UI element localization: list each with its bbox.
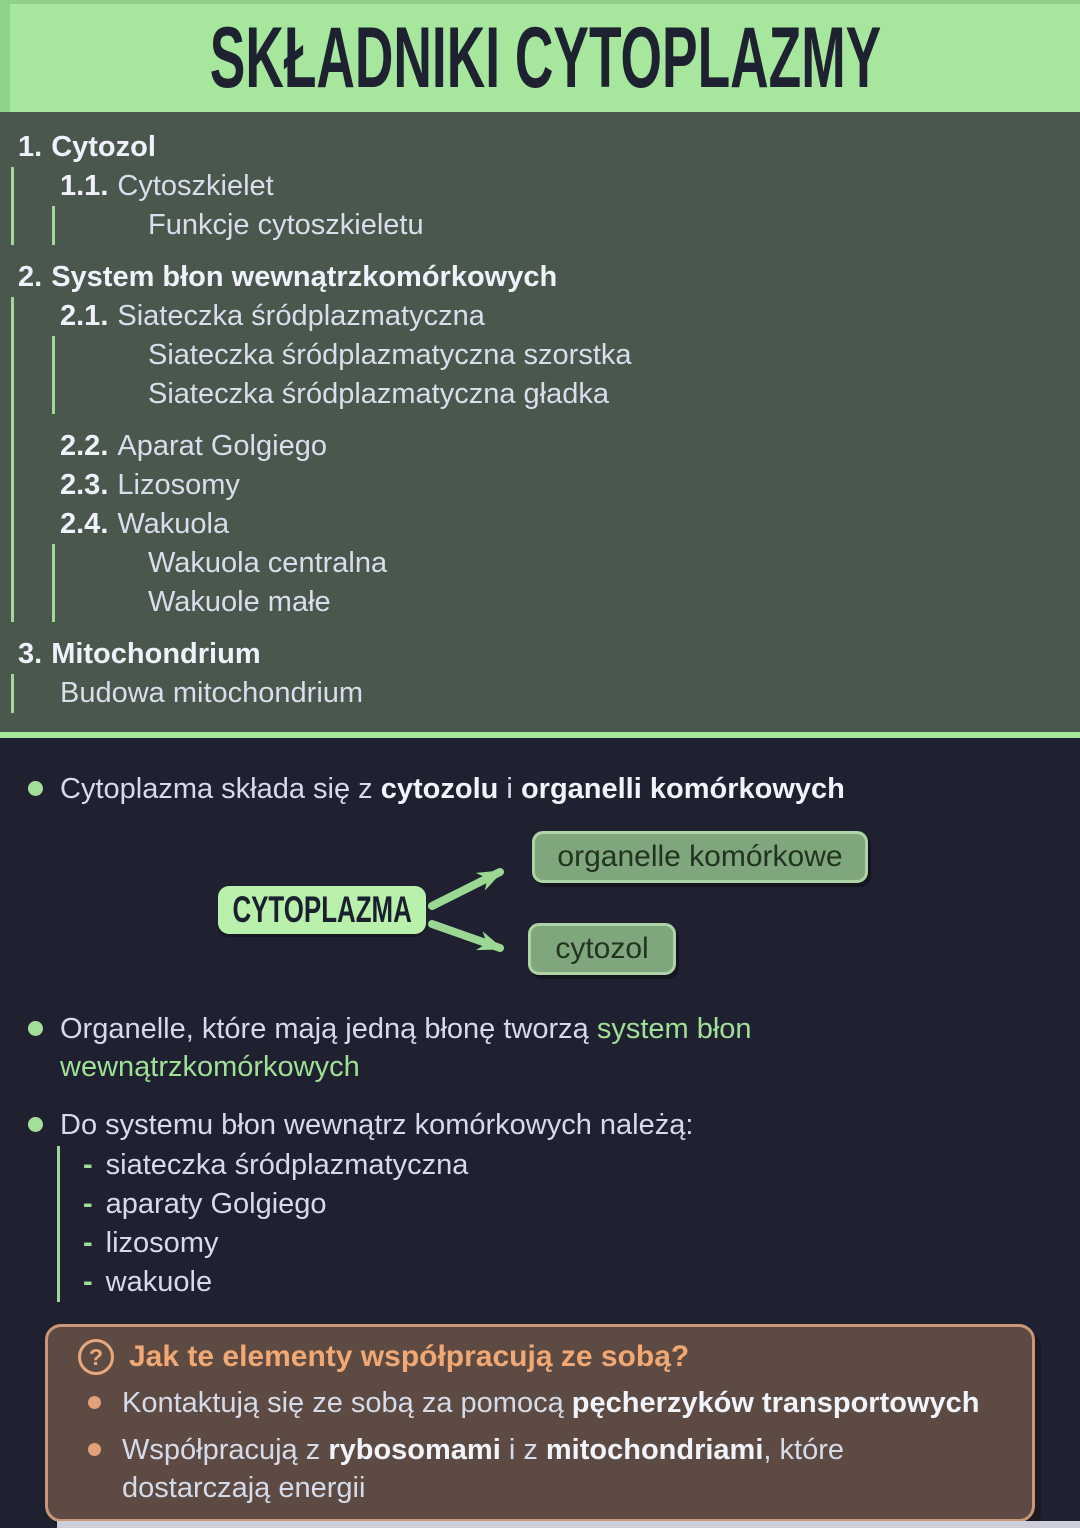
question-bullet-item xyxy=(72,1384,1008,1422)
question-title: Jak te elementy współpracują ze sobą? xyxy=(129,1340,690,1373)
toc-item xyxy=(14,167,1080,206)
bullet-dot-icon xyxy=(88,1443,101,1456)
cytoplazma-label: CYTOPLAZMA xyxy=(232,889,412,930)
toc-subtree xyxy=(11,167,1080,245)
text-segment: Organelle, które mają jedną błonę tworzą xyxy=(60,1013,597,1045)
toc-item-label: Cytozol xyxy=(51,131,156,163)
text-segment: i xyxy=(498,773,521,805)
toc-item xyxy=(55,206,1080,245)
toc-item xyxy=(0,635,1080,674)
dash-item-label: lizosomy xyxy=(105,1227,219,1259)
bullet-text xyxy=(60,1010,820,1086)
question-bullet-item xyxy=(72,1431,1008,1507)
toc-item-number: 2.3. xyxy=(60,469,109,501)
bullet-dot-icon xyxy=(28,1117,43,1132)
dash-marker: - xyxy=(83,1188,93,1220)
page-title: SKŁADNIKI CYTOPLAZMY xyxy=(209,10,881,106)
dash-marker: - xyxy=(83,1149,93,1181)
toc-item xyxy=(55,375,1080,414)
toc-item-number: 3. xyxy=(18,638,43,670)
toc-item xyxy=(14,505,1080,544)
toc-item-label: System błon wewnątrzkomórkowych xyxy=(51,261,558,293)
toc-item xyxy=(55,583,1080,622)
dash-item-label: wakuole xyxy=(105,1266,213,1298)
dash-list-item xyxy=(83,1185,1080,1224)
toc-subtree xyxy=(11,674,1080,713)
toc-item-number: 2.2. xyxy=(60,430,109,462)
toc-subtree xyxy=(52,206,1080,245)
text-segment: , które dostarczają energii xyxy=(122,1434,844,1504)
toc-item-label: Cytoszkielet xyxy=(117,170,274,202)
toc-item-label: Siateczka śródplazmatyczna gładka xyxy=(148,378,610,410)
text-segment: mitochondriami xyxy=(545,1434,764,1466)
dash-marker: - xyxy=(83,1227,93,1259)
notes-body xyxy=(0,738,1080,1522)
cytoplazma-node xyxy=(218,886,426,934)
text-segment: Kontaktują się ze sobą za pomocą xyxy=(122,1387,572,1419)
table-of-contents xyxy=(0,112,1080,738)
toc-subtree xyxy=(11,297,1080,622)
bullet-dot-icon xyxy=(28,1021,43,1036)
dash-item-label: siateczka śródplazmatyczna xyxy=(105,1149,469,1181)
toc-item xyxy=(14,466,1080,505)
bullet-text: Do systemu błon wewnątrz komórkowych należą: xyxy=(60,1109,694,1141)
toc-item xyxy=(55,336,1080,375)
text-segment: i z xyxy=(500,1434,546,1466)
dash-list-item xyxy=(83,1146,1080,1185)
dash-list-item xyxy=(83,1224,1080,1263)
page-header xyxy=(0,0,1080,112)
text-segment: Cytoplazma składa się z xyxy=(60,773,381,805)
toc-item-number: 1. xyxy=(18,131,43,163)
dash-item-label: aparaty Golgiego xyxy=(105,1188,327,1220)
toc-item-label: Wakuole małe xyxy=(148,586,331,618)
toc-item-number: 2.1. xyxy=(60,300,109,332)
dash-marker: - xyxy=(83,1266,93,1298)
bullet-item xyxy=(0,770,1080,808)
question-bullet-text xyxy=(122,1431,902,1507)
text-segment: rybosomami xyxy=(328,1434,501,1466)
cytozol-node xyxy=(528,923,676,975)
bullet-item xyxy=(0,1106,1080,1144)
question-box xyxy=(45,1324,1035,1522)
toc-item xyxy=(14,297,1080,336)
toc-item-label: Lizosomy xyxy=(117,469,240,501)
text-segment: cytozolu xyxy=(380,773,499,805)
toc-item-label: Wakuola xyxy=(117,508,230,540)
organelle-node xyxy=(532,831,868,883)
cytozol-label: cytozol xyxy=(555,932,649,965)
toc-item-number: 2. xyxy=(18,261,43,293)
text-segment: pęcherzyków transportowych xyxy=(571,1387,980,1419)
toc-item-label: Siateczka śródplazmatyczna xyxy=(117,300,485,332)
organelle-label: organelle komórkowe xyxy=(557,840,843,873)
toc-item-label: Funkcje cytoszkieletu xyxy=(148,209,424,241)
cytoplazma-diagram xyxy=(0,826,1080,994)
text-segment: Współpracują z xyxy=(122,1434,329,1466)
text-segment: organelli komórkowych xyxy=(520,773,845,805)
question-title-row xyxy=(72,1339,1008,1375)
toc-item xyxy=(0,258,1080,297)
toc-subtree xyxy=(52,336,1080,414)
toc-item-label: Aparat Golgiego xyxy=(117,430,327,462)
question-bullet-text xyxy=(122,1384,980,1422)
bullet-dot-icon xyxy=(88,1396,101,1409)
toc-item xyxy=(14,674,1080,713)
bullet-text xyxy=(60,770,845,808)
question-mark-icon: ? xyxy=(78,1339,114,1375)
text-segment: system błon wewnątrzkomórkowych xyxy=(60,1013,752,1083)
dash-list xyxy=(57,1146,1080,1302)
toc-item xyxy=(0,128,1080,167)
bullet-dot-icon xyxy=(28,781,43,796)
toc-item xyxy=(55,544,1080,583)
toc-item xyxy=(14,427,1080,466)
toc-item-label: Wakuola centralna xyxy=(148,547,388,579)
next-page-edge xyxy=(57,1521,1080,1528)
toc-item-number: 2.4. xyxy=(60,508,109,540)
toc-item-label: Siateczka śródplazmatyczna szorstka xyxy=(148,339,632,371)
dash-list-item xyxy=(83,1263,1080,1302)
toc-item-number: 1.1. xyxy=(60,170,109,202)
toc-subtree xyxy=(52,544,1080,622)
toc-item-label: Budowa mitochondrium xyxy=(60,677,364,709)
bullet-item xyxy=(0,1010,1080,1086)
toc-item-label: Mitochondrium xyxy=(51,638,261,670)
